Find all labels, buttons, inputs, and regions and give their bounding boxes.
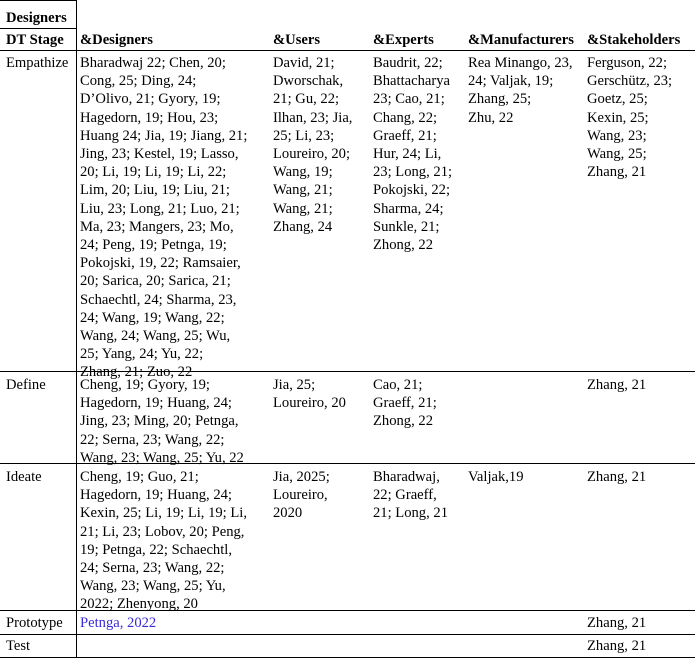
- stage-empathize: Empathize: [6, 55, 69, 71]
- prototype-designers-link[interactable]: Petnga, 2022: [80, 615, 157, 631]
- rule-below-corner: [0, 28, 76, 29]
- ideate-designers: Cheng, 19; Guo, 21; Hagedorn, 19; Huang, 24; Kexin, 25; Li, 19; Li, 19; Li, 21; Li, 23; Lobov, 20; Peng, 19; Petnga, 22; Schaechtl, 24; Serna, 23; Wang, 22; Wang, 23; Wang, 25; Yu, 2022; Zhenyong, 20: [80, 469, 248, 613]
- empathize-designers: Bharadwaj 22; Chen, 20; Cong, 25; Ding, 24; D’Olivo, 21; Gyory, 19; Hagedorn, 19; Hou, 23; Huang 24; Jia, 19; Jiang, 21; Jing, 23; Kestel, 19; Lasso, 20; Li, 19; Li, 19; Li, 22; Lim, 20; Liu, 19; Liu, 21; Liu, 23; Long, 21; Luo, 21; Ma, 23; Mangers, 23; Mo, 24; Peng, 19; Petnga, 19; Pokojski, 19, 22; Ramsaier, 20; Sarica, 20; Sarica, 21; Schaechtl, 24; Sharma, 23, 24; Wang, 19; Wang, 22; Wang, 24; Wang, 25; Wu, 25; Yang, 24; Yu, 22; Zhang, 21; Zuo, 22: [80, 55, 248, 381]
- empathize-users: David, 21; Dworschak, 21; Gu, 22; Ilhan, 23; Jia, 25; Li, 23; Loureiro, 20; Wang, 19; Wang, 21; Wang, 21; Zhang, 24: [273, 55, 353, 235]
- empathize-stakeholders: Ferguson, 22; Gerschütz, 23; Goetz, 25; Kexin, 25; Wang, 23; Wang, 25; Zhang, 21: [587, 55, 673, 181]
- define-designers: Cheng, 19; Gyory, 19; Hagedorn, 19; Huang, 24; Jing, 23; Ming, 20; Petnga, 22; Serna, 23; Wang, 22; Wang, 23; Wang, 25; Yu, 22: [80, 377, 244, 466]
- header-designers: &Designers: [80, 32, 153, 48]
- stage-ideate: Ideate: [6, 469, 42, 485]
- ideate-manufacturers: Valjak,19: [468, 469, 524, 485]
- header-dt-stage: DT Stage: [6, 32, 64, 48]
- rule-top-corner: [0, 0, 76, 1]
- rule-below-header: [0, 50, 695, 51]
- header-manufacturers: &Manufacturers: [468, 32, 574, 48]
- stage-define: Define: [6, 377, 46, 393]
- rule-below-prototype: [0, 634, 695, 635]
- empathize-manufacturers: Rea Minango, 23, 24; Valjak, 19; Zhang, 25; Zhu, 22: [468, 55, 573, 126]
- define-stakeholders: Zhang, 21: [587, 377, 647, 393]
- define-experts: Cao, 21; Graeff, 21; Zhong, 22: [373, 377, 437, 430]
- rule-bottom: [0, 657, 695, 658]
- prototype-stakeholders: Zhang, 21: [587, 615, 647, 631]
- test-stakeholders: Zhang, 21: [587, 638, 647, 654]
- stage-test: Test: [6, 638, 31, 654]
- define-users: Jia, 25; Loureiro, 20: [273, 377, 346, 412]
- ideate-stakeholders: Zhang, 21: [587, 469, 647, 485]
- empathize-experts: Baudrit, 22; Bhattacharya 23; Cao, 21; Chang, 22; Graeff, 21; Hur, 24; Li, 23; Long, 21; Pokojski, 22; Sharma, 24; Sunkle, 21; Zhong, 22: [373, 55, 453, 254]
- rule-column-divider: [76, 0, 77, 657]
- stage-prototype: Prototype: [6, 615, 63, 631]
- header-experts: &Experts: [373, 32, 434, 48]
- header-stakeholders: &Stakeholders: [587, 32, 681, 48]
- ideate-users: Jia, 2025; Loureiro, 2020: [273, 469, 330, 522]
- header-users: &Users: [273, 32, 321, 48]
- ideate-experts: Bharadwaj, 22; Graeff, 21; Long, 21: [373, 469, 448, 522]
- corner-label: Designers: [6, 10, 67, 26]
